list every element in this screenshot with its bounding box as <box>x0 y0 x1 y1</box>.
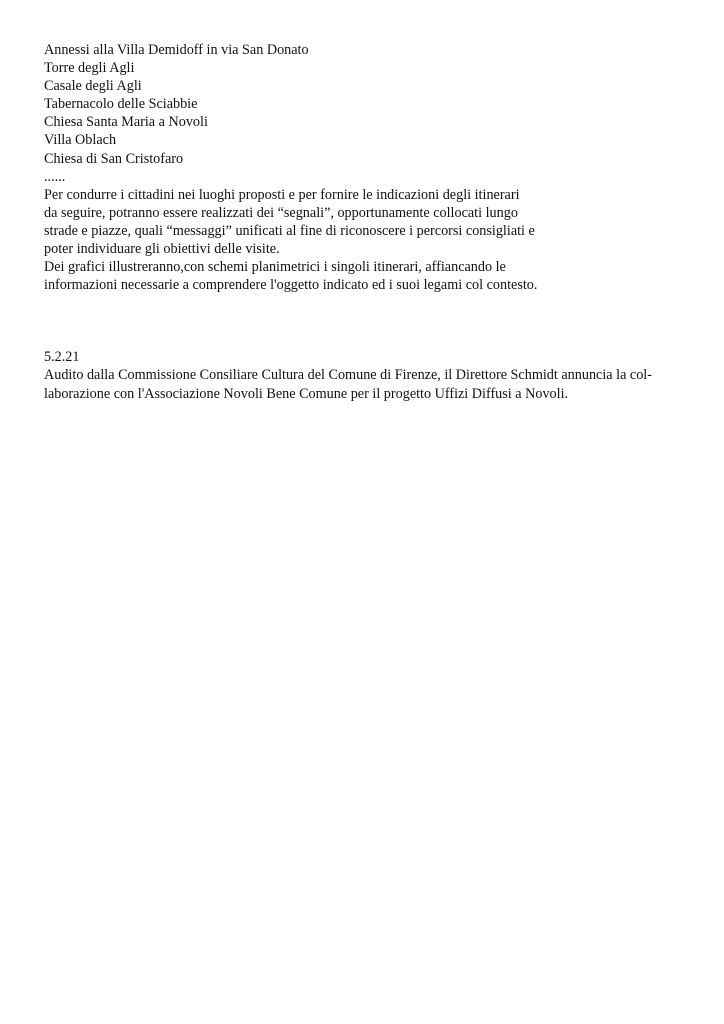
entry-line: laborazione con l'Associazione Novoli Bene Comune per il progetto Uffizi Diffusi a Novoli. <box>44 385 569 402</box>
entry-date: 5.2.21 <box>44 349 80 366</box>
paragraph-line: poter individuare gli obiettivi delle visite. <box>44 241 280 258</box>
list-item: Tabernacolo delle Sciabbie <box>44 96 198 113</box>
list-item: Torre degli Agli <box>44 60 135 77</box>
list-item: Casale degli Agli <box>44 78 142 95</box>
paragraph-signals <box>44 186 684 295</box>
list-ellipsis: ...... <box>44 168 66 185</box>
list-item: Annessi alla Villa Demidoff in via San Donato <box>44 42 309 58</box>
list-item: Villa Oblach <box>44 132 117 149</box>
paragraph-line: da seguire, potranno essere realizzati dei “segnali”, opportunamente collocati lungo <box>44 204 518 221</box>
paragraph-line: Per condurre i cittadini nei luoghi proposti e per fornire le indicazioni degli itinerari <box>44 186 520 203</box>
paragraph-line: Dei grafici illustreranno,con schemi planimetrici i singoli itinerari, affiancando le <box>44 259 506 276</box>
document-content <box>44 41 684 403</box>
section-spacer <box>44 294 684 348</box>
paragraph-line: strade e piazze, quali “messaggi” unificati al fine di riconoscere i percorsi consigliati e <box>44 222 535 239</box>
places-list <box>44 41 684 186</box>
list-item: Chiesa Santa Maria a Novoli <box>44 114 208 131</box>
list-item: Chiesa di San Cristofaro <box>44 150 184 167</box>
dated-entry <box>44 348 684 402</box>
paragraph-line: informazioni necessarie a comprendere l'oggetto indicato ed i suoi legami col contesto. <box>44 277 538 294</box>
entry-line: Audito dalla Commissione Consiliare Cultura del Comune di Firenze, il Direttore Schmidt annuncia la col- <box>44 367 652 384</box>
